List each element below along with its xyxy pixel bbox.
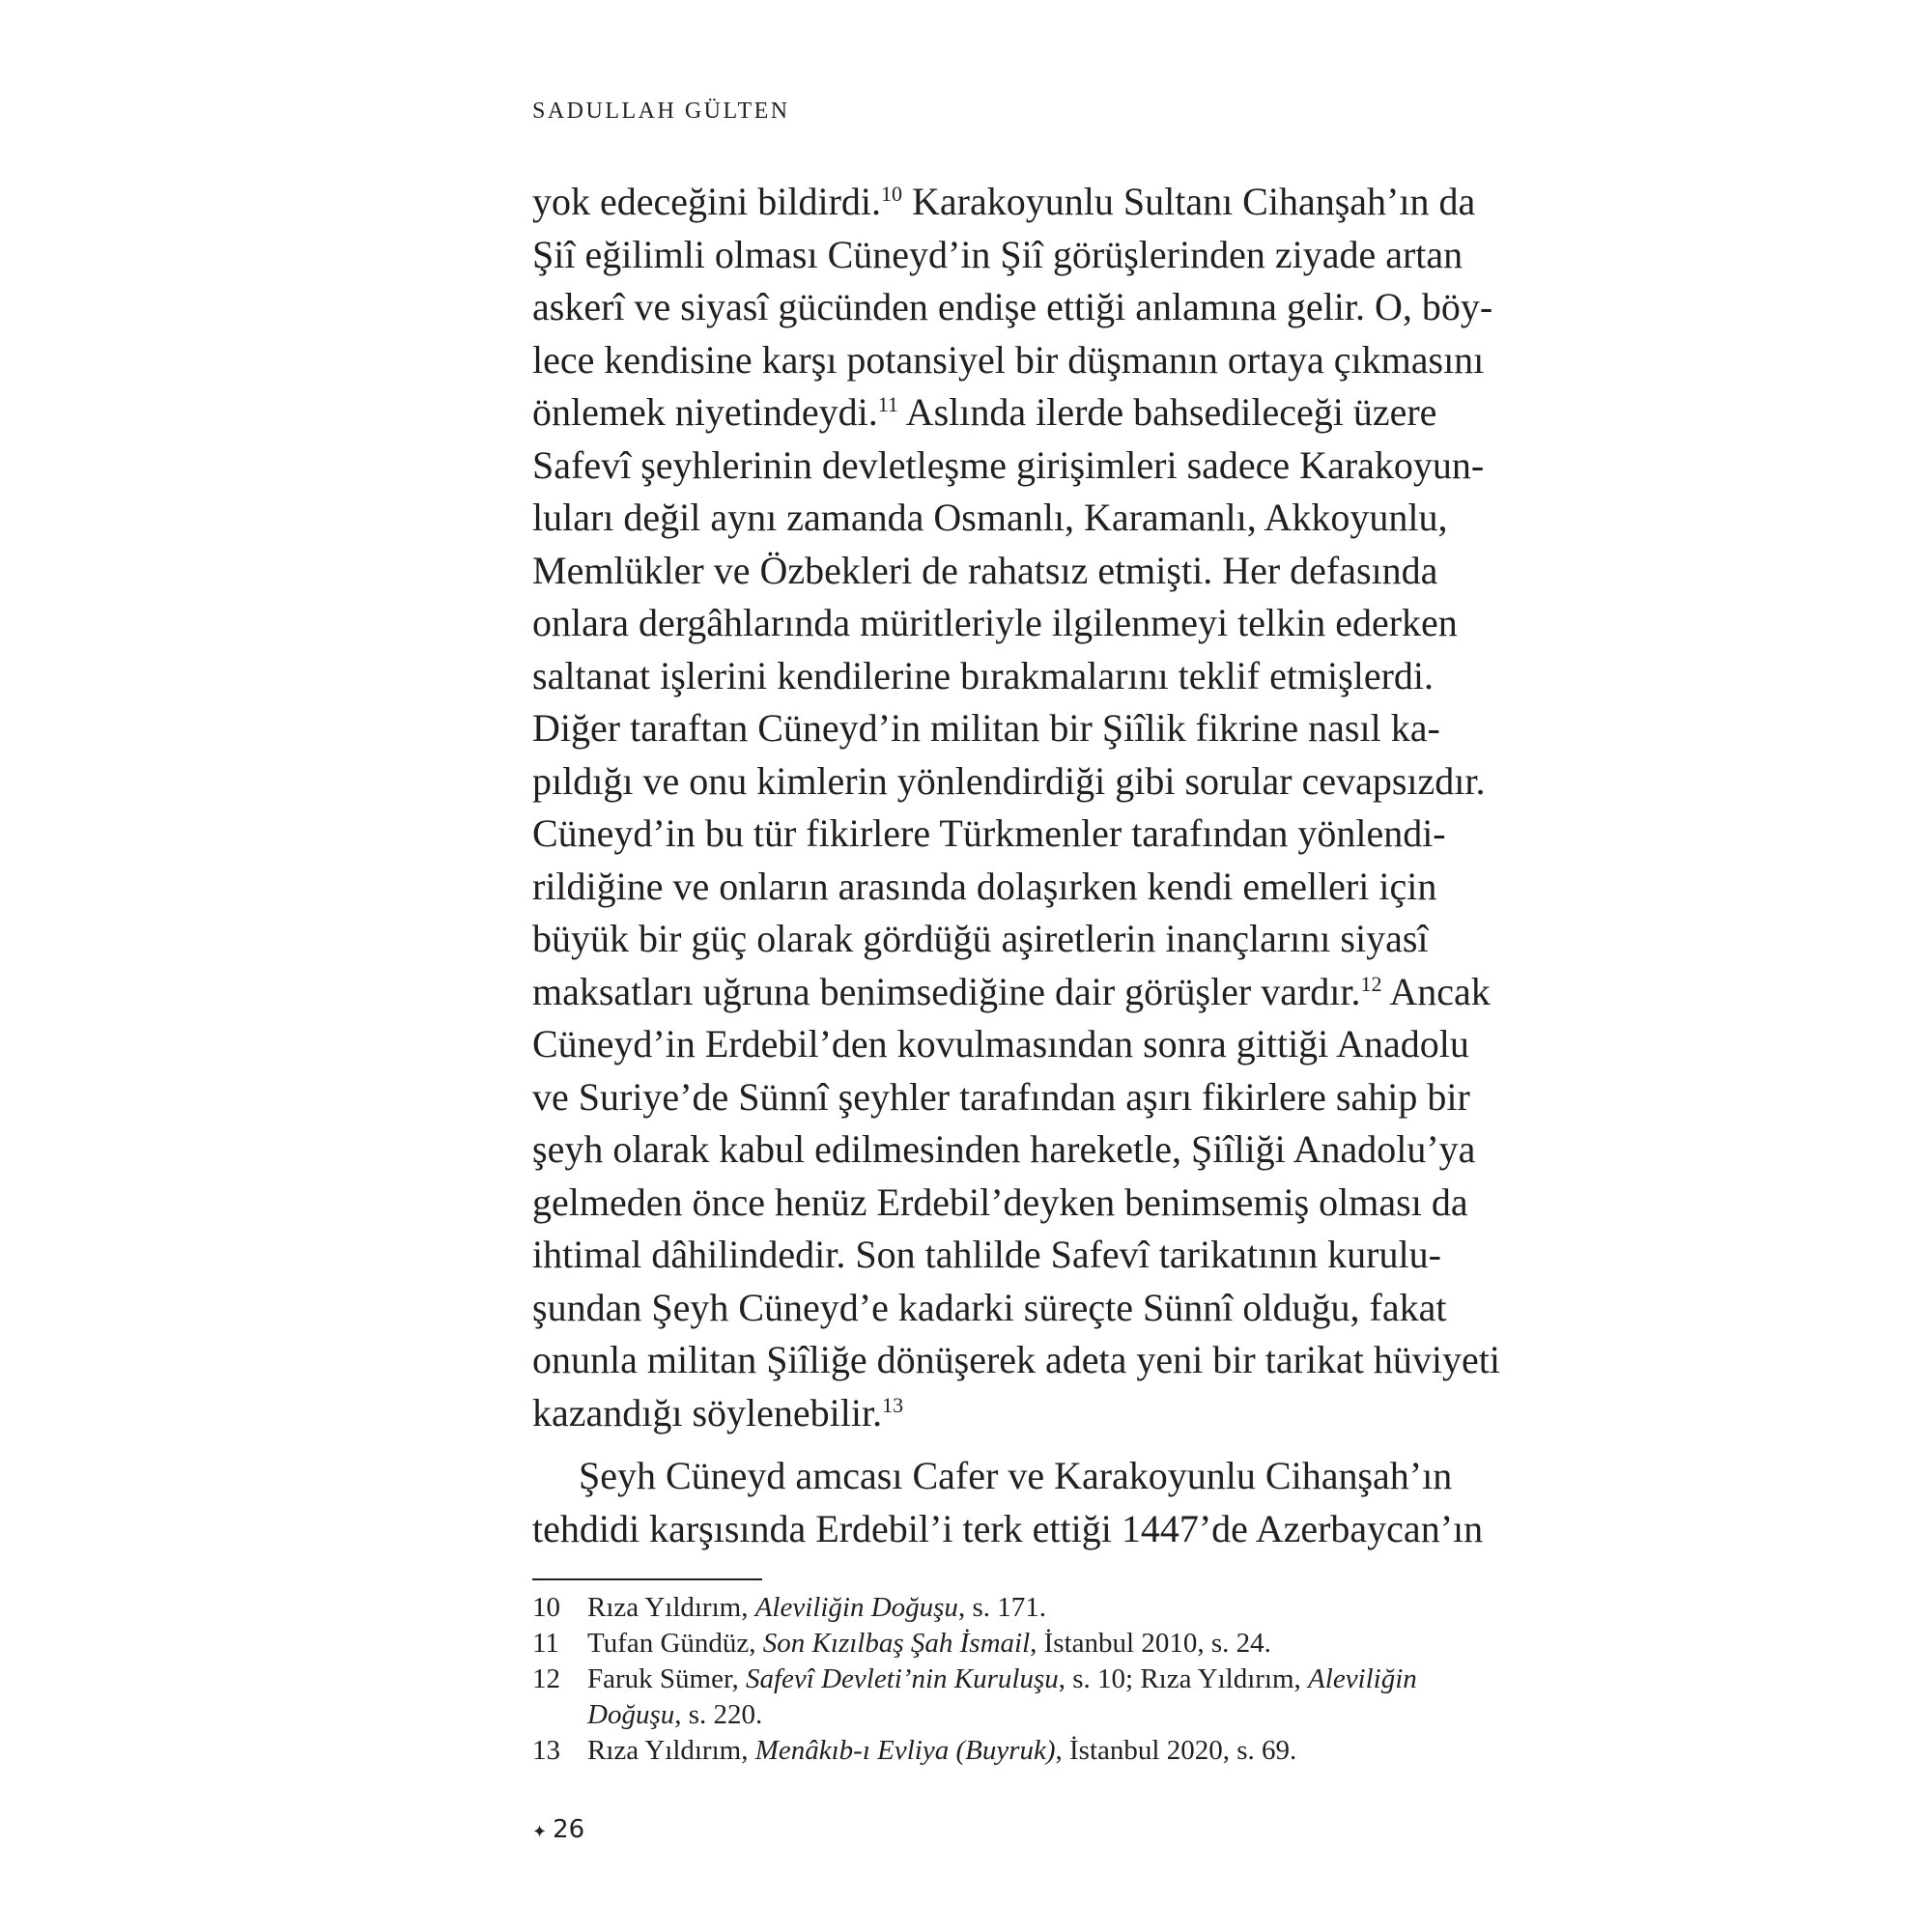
footnote-number: 13 <box>532 1735 560 1766</box>
footnote-10 <box>532 1590 1411 1626</box>
text-run: yok edeceğini bildirdi. <box>532 180 882 223</box>
body-line <box>532 1387 1411 1440</box>
body-line: ve Suriye’de Sünnî şeyhler tarafından aşırı fikirlere sahip bir <box>532 1074 1470 1119</box>
body-line: saltanat işlerini kendilerine bırakmalarını teklif etmişlerdi. <box>532 653 1435 697</box>
body-line: rildiğine ve onların arasında dolaşırken kendi emelleri için <box>532 864 1437 908</box>
footnote-number: 10 <box>532 1592 560 1623</box>
page-number <box>532 1814 584 1848</box>
text-run: Aslında ilerde bahsedileceği üzere <box>897 390 1437 434</box>
citation-title: Aleviliğin Doğuşu <box>754 1592 958 1623</box>
text-run: Ancak <box>1381 969 1491 1013</box>
text-run: Rıza Yıldırım, <box>587 1592 755 1623</box>
citation-title: Aleviliğin <box>1308 1663 1417 1694</box>
footnote-ref-11[interactable]: 11 <box>877 392 898 416</box>
footnote-text <box>587 1626 1411 1662</box>
star-ornament-icon: ✦ <box>532 1822 548 1842</box>
text-run: , s. 171. <box>957 1592 1046 1623</box>
citation-title: Doğuşu <box>587 1699 675 1730</box>
text-run: kazandığı söylenebilir. <box>532 1390 883 1435</box>
body-line: onlara dergâhlarında müritleriyle ilgilenmeyi telkin ederken <box>532 601 1458 644</box>
body-line: onunla militan Şiîliğe dönüşerek adeta yeni bir tarikat hüviyeti <box>532 1338 1500 1381</box>
body-line: tehdidi karşısında Erdebil’i terk ettiği 1447’de Azerbaycan’ın <box>532 1506 1484 1550</box>
footnote-text <box>587 1590 1411 1626</box>
footnote-12 <box>532 1662 1417 1733</box>
text-run: , İstanbul 2020, s. 69. <box>1055 1735 1297 1766</box>
footnote-ref-13[interactable]: 13 <box>882 1392 904 1417</box>
footnote-text <box>587 1662 1417 1733</box>
running-head: SADULLAH GÜLTEN <box>532 99 790 124</box>
footnote-13 <box>532 1733 1411 1769</box>
footnote-line <box>587 1697 1417 1733</box>
citation-title: Safevî Devleti’nin Kuruluşu <box>745 1663 1059 1694</box>
text-run: Rıza Yıldırım, <box>587 1735 755 1766</box>
footnote-divider <box>532 1578 762 1580</box>
footnote-number: 11 <box>532 1628 559 1659</box>
body-line: luları değil aynı zamanda Osmanlı, Karamanlı, Akkoyunlu, <box>532 496 1448 539</box>
body-line: askerî ve siyasî gücünden endişe ettiği anlamına gelir. O, böy- <box>532 285 1493 328</box>
footnote-11 <box>532 1626 1411 1662</box>
body-line: Safevî şeyhlerinin devletleşme girişimleri sadece Karakoyun- <box>532 442 1485 487</box>
text-run: , İstanbul 2010, s. 24. <box>1030 1628 1271 1659</box>
citation-title: Son Kızılbaş Şah İsmail <box>762 1628 1031 1659</box>
text-run: Faruk Sümer, <box>587 1663 746 1694</box>
body-line: Şiî eğilimli olması Cüneyd’in Şiî görüşlerinden ziyade artan <box>532 232 1463 276</box>
body-line: Cüneyd’in bu tür fikirlere Türkmenler tarafından yönlendi- <box>532 811 1446 855</box>
footnote-ref-10[interactable]: 10 <box>881 182 903 206</box>
footnote-line <box>587 1662 1417 1697</box>
body-line: büyük bir güç olarak gördüğü aşiretlerin inançlarını siyasî <box>532 917 1429 960</box>
body-line <box>532 386 1437 440</box>
body-line: şundan Şeyh Cüneyd’e kadarki süreçte Sünnî olduğu, fakat <box>532 1285 1447 1329</box>
footnote-ref-12[interactable]: 12 <box>1360 971 1382 996</box>
footnote-text <box>587 1733 1411 1769</box>
body-text <box>532 176 1500 1555</box>
footnote-number: 12 <box>532 1663 560 1694</box>
citation-title: Menâkıb-ı Evliya (Buyruk) <box>754 1735 1056 1766</box>
text-run: Tufan Gündüz, <box>587 1628 763 1659</box>
text-run: maksatları uğruna benimsediğine dair görüşler vardır. <box>532 969 1361 1013</box>
text-run: , s. 10; Rıza Yıldırım, <box>1058 1663 1309 1694</box>
body-line: gelmeden önce henüz Erdebil’deyken benimsemiş olması da <box>532 1179 1468 1224</box>
body-line <box>532 176 1476 229</box>
text-run: önlemek niyetindeydi. <box>532 390 878 434</box>
page-number-value: 26 <box>553 1815 585 1844</box>
body-line: Şeyh Cüneyd amcası Cafer ve Karakoyunlu Cihanşah’ın <box>579 1454 1453 1497</box>
body-line: Memlükler ve Özbekleri de rahatsız etmişti. Her defasında <box>532 548 1438 592</box>
text-run: , s. 220. <box>674 1699 763 1730</box>
text-run: Karakoyunlu Sultanı Cihanşah’ın da <box>902 180 1476 223</box>
body-line: ihtimal dâhilindedir. Son tahlilde Safevî tarikatının kurulu- <box>532 1233 1441 1276</box>
body-line: Diğer taraftan Cüneyd’in militan bir Şiîlik fikrine nasıl ka- <box>532 706 1440 750</box>
body-line: lece kendisine karşı potansiyel bir düşmanın ortaya çıkmasını <box>532 337 1485 382</box>
body-line: şeyh olarak kabul edilmesinden hareketle, Şiîliği Anadolu’ya <box>532 1127 1476 1171</box>
body-line: Cüneyd’in Erdebil’den kovulmasından sonra gittiği Anadolu <box>532 1022 1469 1065</box>
body-line: pıldığı ve onu kimlerin yönlendirdiği gibi sorular cevapsızdır. <box>532 758 1486 803</box>
body-line <box>532 966 1491 1019</box>
footnotes <box>532 1590 1417 1769</box>
